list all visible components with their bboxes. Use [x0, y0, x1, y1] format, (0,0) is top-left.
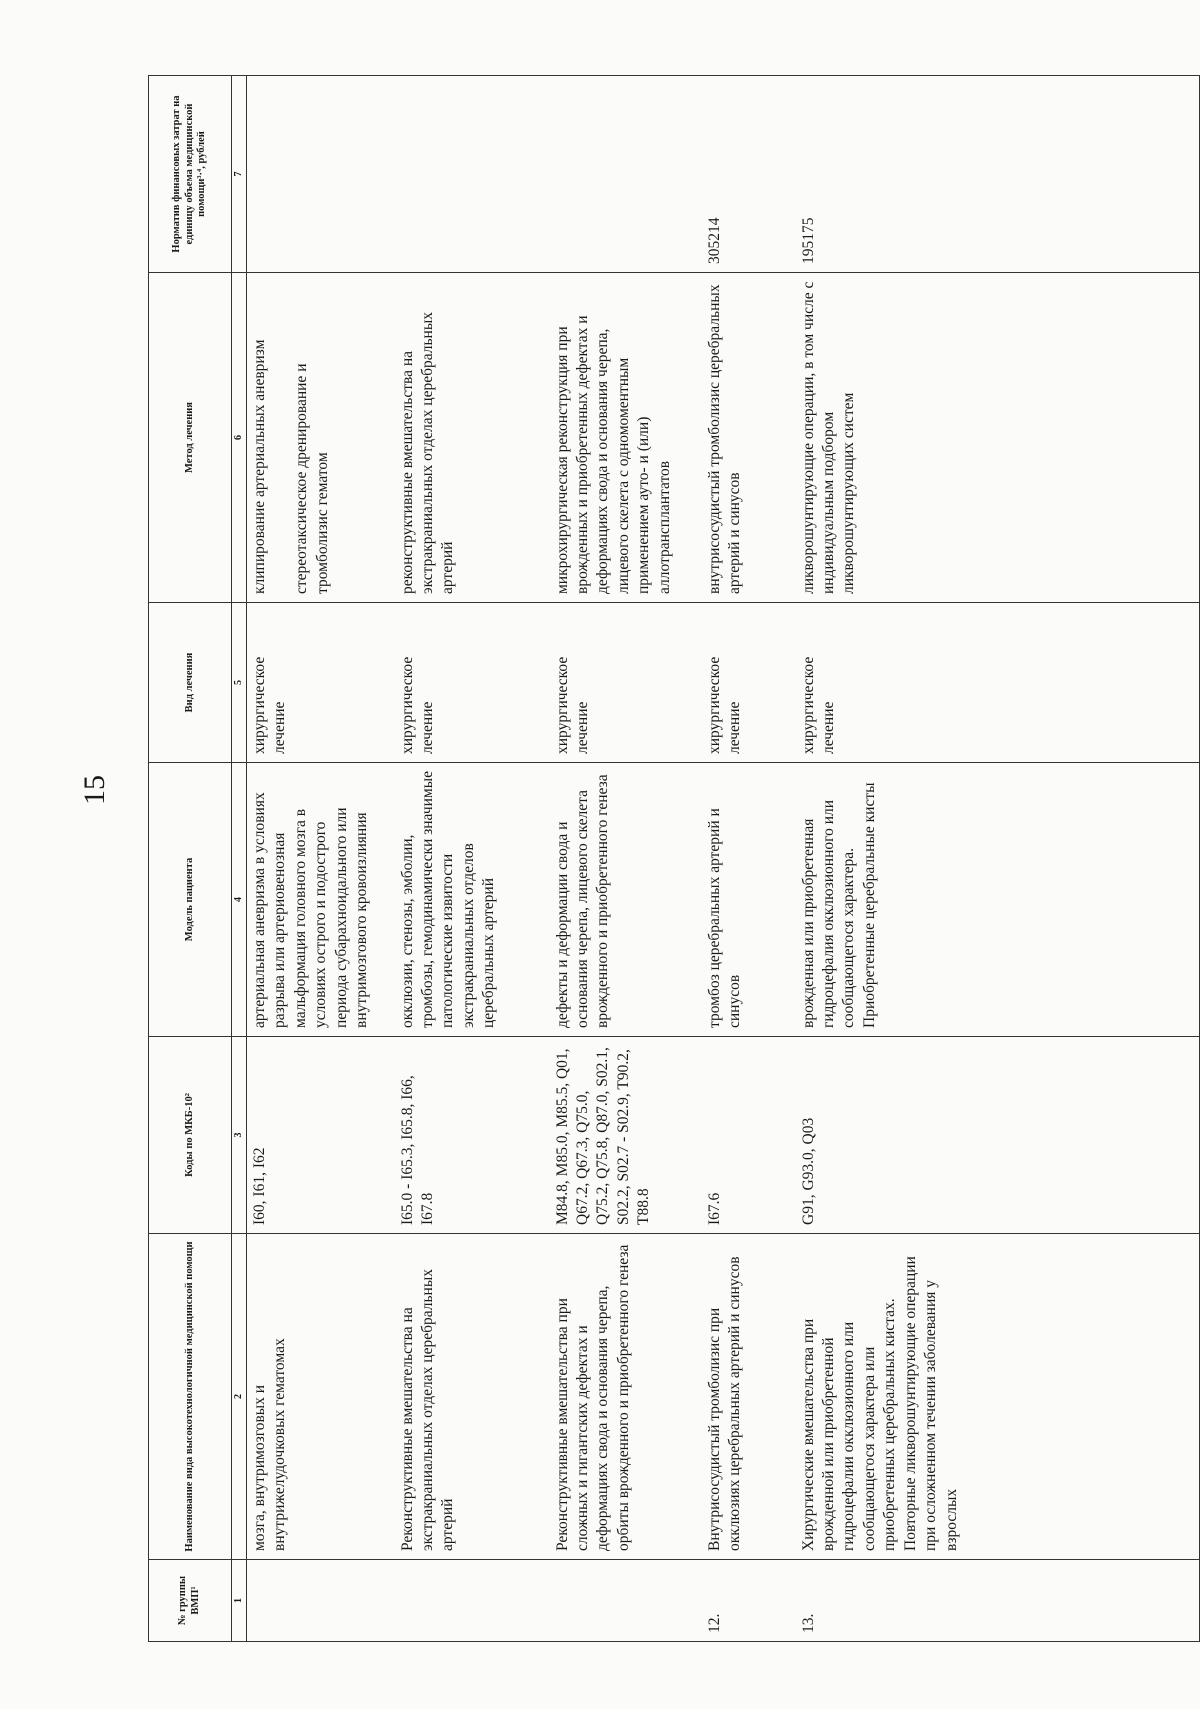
header-treatment: Вид лечения [149, 603, 232, 763]
method-text: реконструктивные вмешательства на экстракраниальных отделах церебральных артерий [398, 311, 457, 594]
header-group: № группы ВМП¹ [149, 1560, 232, 1642]
vmp-table [148, 75, 1200, 1642]
column-number: 3 [232, 1037, 247, 1234]
cell-codes: I65.0 - I65.3, I65.8, I66, I67.8 [395, 1037, 550, 1234]
cell-treatment: хирургическое лечение [247, 603, 395, 763]
column-number: 1 [232, 1560, 247, 1642]
header-row [149, 76, 232, 1642]
cell-group [395, 1560, 550, 1642]
column-number: 6 [232, 273, 247, 603]
header-model: Модель пациента [149, 763, 232, 1037]
cell-method [395, 273, 550, 603]
table-row [395, 76, 550, 1642]
page-number: 15 [78, 775, 111, 805]
cell-model: врожденная или приобретенная гидроцефалия окклюзионного или сообщающегося характера. Приобретенные церебральные кисты [796, 763, 1200, 1037]
cell-name: Реконструктивные вмешательства на экстракраниальных отделах церебральных артерий [395, 1234, 550, 1560]
cell-codes: I60, I61, I62 [247, 1037, 395, 1234]
cell-method [550, 273, 702, 603]
header-norm: Норматив финансовых затрат на единицу объема медицинской помощи³·⁴, рублей [149, 76, 232, 273]
column-number: 5 [232, 603, 247, 763]
column-number-row [232, 76, 247, 1642]
table-row [550, 76, 702, 1642]
cell-model: окклюзии, стенозы, эмболии, тромбозы, гемодинамически значимые патологические извитости экстракраниальных отделов церебральных артерий [395, 763, 550, 1037]
table-row [796, 76, 1200, 1642]
cell-norm [550, 76, 702, 273]
cell-group [247, 1560, 395, 1642]
cell-norm [247, 76, 395, 273]
cell-group: 13. [796, 1560, 1200, 1642]
cell-model: дефекты и деформации свода и основания черепа, лицевого скелета врожденного и приобретенного генеза [550, 763, 702, 1037]
table-row [702, 76, 796, 1642]
cell-codes: G91, G93.0, Q03 [796, 1037, 1200, 1234]
method-text: микрохирургическая реконструкция при врожденных и приобретенных дефектах и деформациях свода и основания черепа, лицевого скелета с одномоментным применением ауто- и (или) аллотрансплантатов [553, 315, 673, 594]
cell-method [702, 273, 796, 603]
cell-group [550, 1560, 702, 1642]
cell-treatment: хирургическое лечение [395, 603, 550, 763]
cell-method [247, 273, 395, 603]
cell-name: Реконструктивные вмешательства при сложных и гигантских дефектах и деформациях свода и основания черепа, орбиты врожденного и приобретенного генеза [550, 1234, 702, 1560]
cell-group: 12. [702, 1560, 796, 1642]
cell-name: Хирургические вмешательства при врожденной или приобретенной гидроцефалии окклюзионного или сообщающегося характера или приобретенных церебральных кистах. Повторные ликворошунтирующие операции при осложненном течении заболевания у взрослых [796, 1234, 1200, 1560]
cell-method [796, 273, 1200, 603]
cell-codes: I67.6 [702, 1037, 796, 1234]
cell-model: тромбоз церебральных артерий и синусов [702, 763, 796, 1037]
method-text: клипирование артериальных аневризм [251, 339, 268, 594]
method-text: ликворошунтирующие операции, в том числе с индивидуальным подбором ликворошунтирующих систем [799, 281, 858, 594]
method-text: стереотаксическое дренирование и тромболизис гематом [293, 363, 331, 594]
cell-treatment: хирургическое лечение [550, 603, 702, 763]
method-text: внутрисосудистый тромболизис церебральных артерий и синусов [705, 284, 743, 594]
cell-name: Внутрисосудистый тромболизис при окклюзиях церебральных артерий и синусов [702, 1234, 796, 1560]
cell-norm: 305214 [702, 76, 796, 273]
cell-model: артериальная аневризма в условиях разрыва или артериовенозная мальформация головного мозга в условиях острого и подострого периода субарахноидального или внутримозгового кровоизлияния [247, 763, 395, 1037]
header-name: Наименование вида высокотехнологичной медицинской помощи [149, 1234, 232, 1560]
column-number: 4 [232, 763, 247, 1037]
cell-treatment: хирургическое лечение [796, 603, 1200, 763]
cell-codes: M84.8, M85.0, M85.5, Q01, Q67.2, Q67.3, Q75.0, Q75.2, Q75.8, Q87.0, S02.1, S02.2, S02.7 - S02.9, T90.2, T88.8 [550, 1037, 702, 1234]
column-number: 7 [232, 76, 247, 273]
cell-norm [395, 76, 550, 273]
header-codes: Коды по МКБ-10² [149, 1037, 232, 1234]
column-number: 2 [232, 1234, 247, 1560]
rotated-table-container [148, 76, 1200, 1642]
table-row [247, 76, 395, 1642]
header-method: Метод лечения [149, 273, 232, 603]
cell-treatment: хирургическое лечение [702, 603, 796, 763]
cell-norm: 195175 [796, 76, 1200, 273]
cell-name: мозга, внутримозговых и внутрижелудочковых гематомах [247, 1234, 395, 1560]
